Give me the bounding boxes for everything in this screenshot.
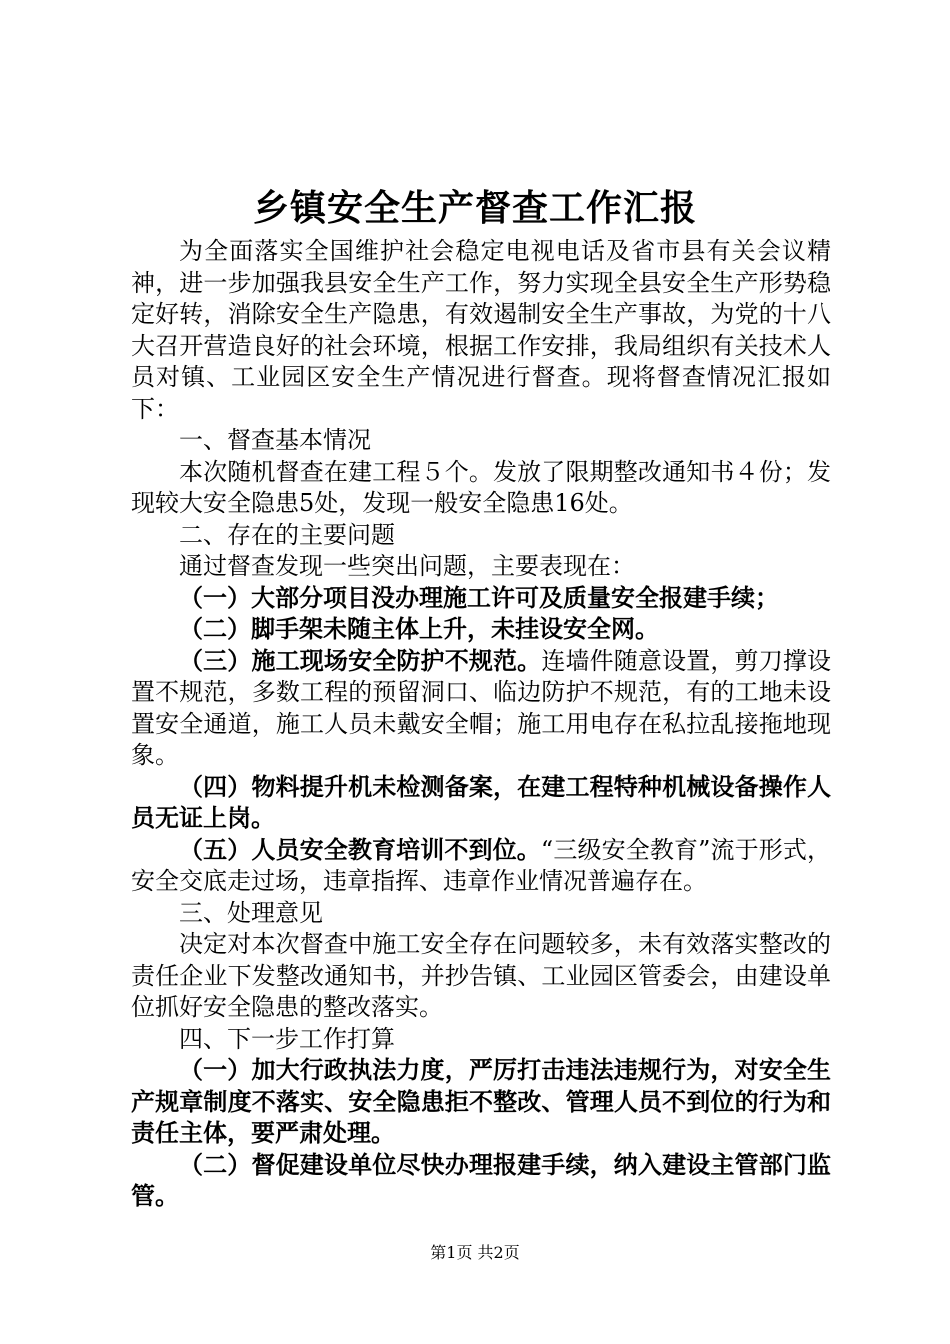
section-2-item-5 [131, 835, 831, 898]
section-2-item-3 [131, 646, 831, 772]
document-body [131, 236, 831, 1213]
section-4-item-2: （二）督促建设单位尽快办理报建手续，纳入建设主管部门监管。 [131, 1150, 831, 1210]
section-2-item-3-lead: （三）施工现场安全防护不规范。 [179, 646, 542, 675]
section-2-heading: 二、存在的主要问题 [179, 520, 395, 549]
page-footer: 第1页 共2页 [430, 1243, 520, 1262]
section-2-item-1: （一）大部分项目没办理施工许可及质量安全报建手续； [179, 583, 779, 612]
section-2-intro: 通过督查发现一些突出问题，主要表现在： [179, 552, 635, 580]
document-title: 乡镇安全生产督查工作汇报 [252, 187, 697, 229]
section-2-item-3-text: 连墙件随意设置，剪刀撑设置不规范，多数工程的预留洞口、临边防护不规范，有的工地未设置安全通道，施工人员未戴安全帽；施工用电存在私拉乱接拖地现象。 [131, 646, 832, 769]
section-2-item-5-lead: （五）人员安全教育培训不到位。 [179, 835, 541, 864]
section-3-heading: 三、处理意见 [179, 898, 323, 927]
intro-paragraph: 为全面落实全国维护社会稳定电视电话及省市县有关会议精神，进一步加强我县安全生产工作，努力实现全县安全生产形势稳定好转，消除安全生产隐患，有效遏制安全生产事故，为党的十八大召开营造良好的社会环境，根据工作安排，我局组织有关技术人员对镇、工业园区安全生产情况进行督查。现将督查情况汇报如下： [131, 237, 831, 423]
section-1-text: 本次随机督查在建工程５个。发放了限期整改通知书４份；发现较大安全隐患5处，发现一般安全隐患16处。 [131, 457, 831, 517]
section-4-item-1: （一）加大行政执法力度，严厉打击违法违规行为，对安全生产规章制度不落实、安全隐患拒不整改、管理人员不到位的行为和责任主体，要严肃处理。 [131, 1056, 831, 1147]
section-1-heading: 一、督查基本情况 [179, 426, 371, 454]
section-4-heading: 四、下一步工作打算 [179, 1024, 395, 1053]
section-3-text: 决定对本次督查中施工安全存在问题较多，未有效落实整改的责任企业下发整改通知书，并抄告镇、工业园区管委会，由建设单位抓好安全隐患的整改落实。 [131, 930, 831, 1021]
section-2-item-5-text: “三级安全教育”流于形式，安全交底走过场，违章指挥、违章作业情况普遍存在。 [131, 835, 831, 895]
section-2-item-4: （四）物料提升机未检测备案，在建工程特种机械设备操作人员无证上岗。 [131, 772, 831, 832]
section-2-item-2: （二）脚手架未随主体上升，未挂设安全网。 [179, 615, 659, 643]
